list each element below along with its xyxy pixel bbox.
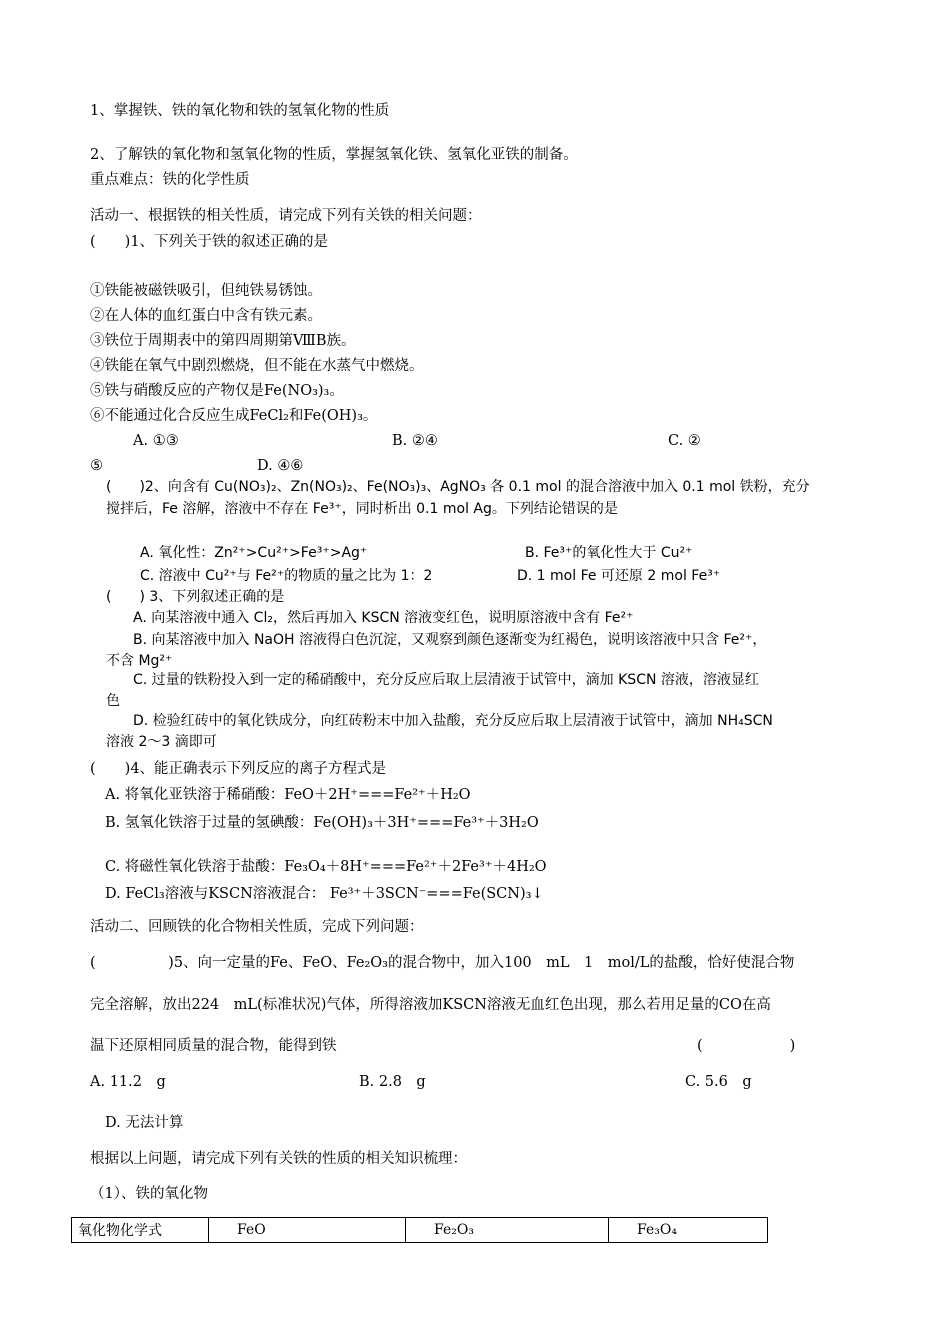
q2-option-c: C. 溶液中 Cu²⁺与 Fe²⁺的物质的量之比为 1：2 [140, 568, 433, 584]
q3-option-b-line-1: B. 向某溶液中加入 NaOH 溶液得白色沉淀，又观察到颜色逐渐变为红褐色，说明该溶液中只含 Fe²⁺， [133, 632, 767, 648]
goal-2: 2、了解铁的氧化物和氢氧化物的性质，掌握氢氧化铁、氢氧化亚铁的制备。 [90, 147, 578, 163]
q2-stem-line-2: 搅拌后，Fe 溶解，溶液中不存在 Fe³⁺，同时析出 0.1 mol Ag。下列结论错误的是 [106, 501, 618, 517]
q5-stem-line-1: ( )5、向一定量的Fe、FeO、Fe₂O₃的混合物中，加入100 mL 1 mol/L的盐酸，恰好使混合物 [90, 955, 795, 971]
q4-option-a: A. 将氧化亚铁溶于稀硝酸：FeO＋2H⁺===Fe²⁺＋H₂O [105, 787, 471, 803]
q1-statement-3: ③铁位于周期表中的第四周期第ⅧB族。 [90, 333, 356, 349]
q4-stem: ( )4、能正确表示下列反应的离子方程式是 [90, 761, 387, 777]
summary-subheading-oxides: （1）、铁的氧化物 [90, 1186, 208, 1202]
q1-option-b: B. ②④ [392, 433, 438, 449]
q5-option-d: D. 无法计算 [105, 1115, 184, 1131]
table-cell-feo: FeO [209, 1218, 406, 1243]
q1-option-d: D. ④⑥ [257, 458, 304, 474]
q1-option-c-cont: ⑤ [90, 458, 103, 474]
iron-oxide-table [71, 1217, 768, 1243]
q3-option-d-line-2: 溶液 2～3 滴即可 [106, 734, 217, 750]
q2-option-a: A. 氧化性：Zn²⁺>Cu²⁺>Fe³⁺>Ag⁺ [140, 545, 368, 561]
q1-statement-1: ①铁能被磁铁吸引，但纯铁易锈蚀。 [90, 283, 322, 299]
goal-1: 1、掌握铁、铁的氧化物和铁的氢氧化物的性质 [90, 103, 390, 119]
table-row [72, 1218, 768, 1243]
q4-option-b: B. 氢氧化铁溶于过量的氢碘酸：Fe(OH)₃＋3H⁺===Fe³⁺＋3H₂O [105, 815, 539, 831]
q5-answer-paren: ( ) [697, 1038, 796, 1054]
q4-option-c: C. 将磁性氧化铁溶于盐酸：Fe₃O₄＋8H⁺===Fe²⁺＋2Fe³⁺＋4H₂O [105, 859, 547, 875]
q2-option-b: B. Fe³⁺的氧化性大于 Cu²⁺ [525, 545, 693, 561]
table-cell-fe2o3: Fe₂O₃ [406, 1218, 609, 1243]
q4-option-d: D. FeCl₃溶液与KSCN溶液混合： Fe³⁺＋3SCN⁻===Fe(SCN)₃↓ [105, 886, 544, 902]
key-points: 重点难点：铁的化学性质 [90, 172, 250, 188]
table-cell-header: 氧化物化学式 [72, 1218, 209, 1243]
q5-option-b: B. 2.8 g [359, 1074, 426, 1090]
q2-option-d: D. 1 mol Fe 可还原 2 mol Fe³⁺ [517, 568, 721, 584]
q5-option-c: C. 5.6 g [685, 1074, 752, 1090]
q3-option-a: A. 向某溶液中通入 Cl₂，然后再加入 KSCN 溶液变红色，说明原溶液中含有 Fe²⁺ [133, 610, 634, 626]
table-cell-fe3o4: Fe₃O₄ [609, 1218, 768, 1243]
q3-option-c-line-2: 色 [106, 693, 120, 709]
summary-intro: 根据以上问题，请完成下列有关铁的性质的相关知识梳理： [90, 1151, 467, 1167]
q1-stem: ( )1、下列关于铁的叙述正确的是 [90, 234, 329, 250]
q5-stem-line-2: 完全溶解，放出224 mL(标准状况)气体，所得溶液加KSCN溶液无血红色出现，那么若用足量的CO在高 [90, 997, 771, 1013]
q1-option-c: C. ② [668, 433, 701, 449]
q3-option-b-line-2: 不含 Mg²⁺ [106, 653, 173, 669]
q5-stem-line-3: 温下还原相同质量的混合物，能得到铁 [90, 1038, 337, 1054]
q1-statement-5: ⑤铁与硝酸反应的产物仅是Fe(NO₃)₃。 [90, 383, 344, 399]
q5-option-a: A. 11.2 g [90, 1074, 166, 1090]
q3-option-d-line-1: D. 检验红砖中的氧化铁成分，向红砖粉末中加入盐酸，充分反应后取上层清液于试管中，滴加 NH₄SCN [133, 713, 773, 729]
q2-stem-line-1: ( )2、向含有 Cu(NO₃)₂、Zn(NO₃)₂、Fe(NO₃)₃、AgNO₃ 各 0.1 mol 的混合溶液中加入 0.1 mol 铁粉，充分 [106, 479, 810, 495]
q1-statement-6: ⑥不能通过化合反应生成FeCl₂和Fe(OH)₃。 [90, 408, 378, 424]
q1-statement-2: ②在人体的血红蛋白中含有铁元素。 [90, 308, 322, 324]
q1-option-a: A. ①③ [133, 433, 179, 449]
q3-stem: ( ) 3、下列叙述正确的是 [106, 589, 285, 605]
activity-1-title: 活动一、根据铁的相关性质，请完成下列有关铁的相关问题： [90, 208, 482, 224]
activity-2-title: 活动二、回顾铁的化合物相关性质，完成下列问题： [90, 919, 424, 935]
q1-statement-4: ④铁能在氧气中剧烈燃烧，但不能在水蒸气中燃烧。 [90, 358, 424, 374]
q3-option-c-line-1: C. 过量的铁粉投入到一定的稀硝酸中，充分反应后取上层清液于试管中，滴加 KSCN 溶液，溶液显红 [133, 672, 759, 688]
